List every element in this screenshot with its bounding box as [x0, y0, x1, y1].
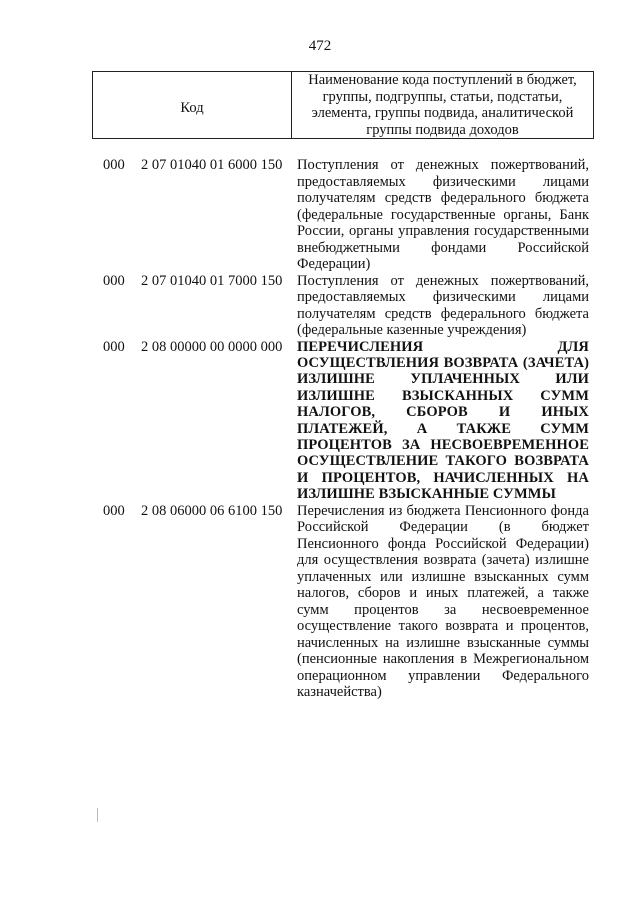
header-code-cell: Код	[93, 72, 292, 138]
row-income-code: 2 08 00000 00 0000 000	[141, 338, 283, 355]
table-row	[0, 503, 640, 701]
row-income-code: 2 07 01040 01 7000 150	[141, 272, 283, 289]
header-name-cell: Наименование кода поступлений в бюджет, группы, подгруппы, статьи, подстатьи, элемента, группы подвида, аналитической группы подвида доходов	[308, 72, 577, 138]
scan-artifact-mark	[97, 808, 98, 822]
table-row	[0, 157, 640, 273]
table-row	[0, 339, 640, 503]
row-admin-code: 000	[103, 502, 125, 519]
row-income-name: Поступления от денежных пожертвований, предоставляемых физическими лицами получателям средств федерального бюджета (федеральные государственные органы, Банк России, органы управления государственными внебюджетными фондами Российской Федерации)	[297, 157, 589, 272]
row-admin-code: 000	[103, 157, 125, 173]
row-income-name: ПЕРЕЧИСЛЕНИЯ ДЛЯ ОСУЩЕСТВЛЕНИЯ ВОЗВРАТА (ЗАЧЕТА) ИЗЛИШНЕ УПЛАЧЕННЫХ ИЛИ ИЗЛИШНЕ ВЗЫСКАННЫХ СУММ НАЛОГОВ, СБОРОВ И ИНЫХ ПЛАТЕЖЕЙ, А ТАКЖЕ СУММ ПРОЦЕНТОВ ЗА НЕСВОЕВРЕМЕННОЕ ОСУЩЕСТВЛЕНИЕ ТАКОГО ВОЗВРАТА И ПРОЦЕНТОВ, НАЧИСЛЕННЫХ НА ИЗЛИШНЕ ВЗЫСКАННЫЕ СУММЫ	[297, 338, 589, 503]
row-income-name: Перечисления из бюджета Пенсионного фонда Российской Федерации (в бюджет Пенсионного фонда Российской Федерации) для осуществления возврата (зачета) излишне уплаченных или излишне взысканных сумм налогов, сборов и иных платежей, а также сумм процентов за несвоевременное осуществление такого возврата и процентов, начисленных на излишне взысканные суммы (пенсионные накопления в Межрегиональном операционном управлении Федерального казначейства)	[297, 502, 589, 701]
row-income-name: Поступления от денежных пожертвований, предоставляемых физическими лицами получателям средств федерального бюджета (федеральные казенные учреждения)	[297, 272, 589, 338]
table-row	[0, 273, 640, 339]
row-admin-code: 000	[103, 338, 125, 355]
row-income-code: 2 07 01040 01 6000 150	[141, 157, 283, 173]
table-header	[92, 71, 594, 139]
table-body	[0, 157, 640, 701]
row-income-code: 2 08 06000 06 6100 150	[141, 502, 283, 519]
row-admin-code: 000	[103, 272, 125, 289]
page-number: 472	[308, 38, 332, 54]
